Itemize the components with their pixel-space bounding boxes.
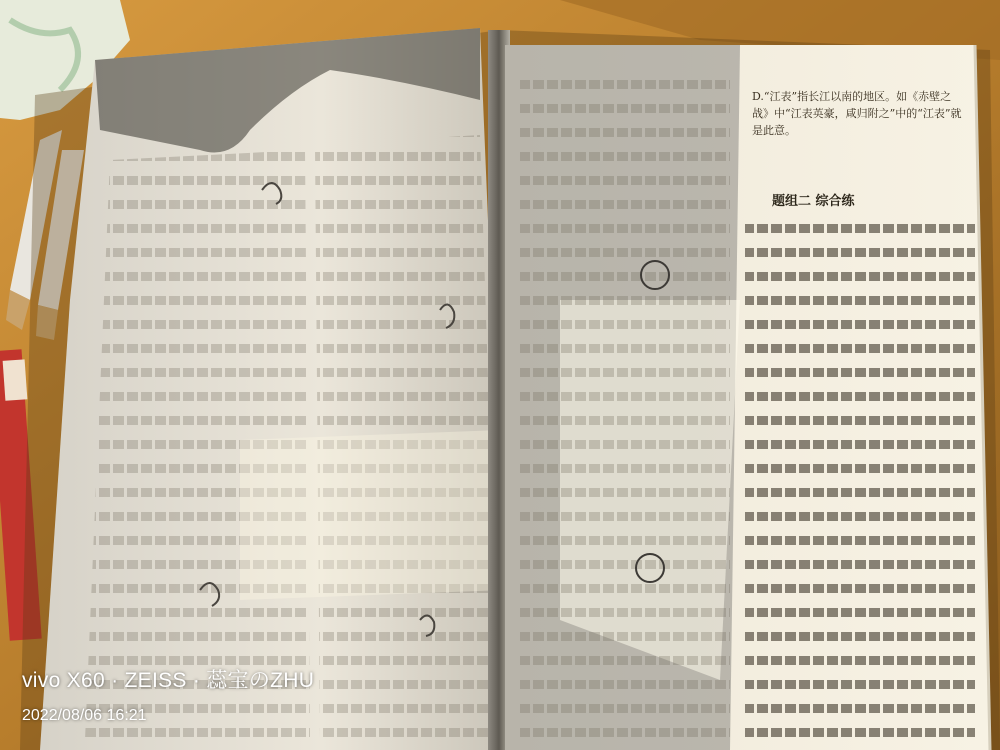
sunlit-strip-left xyxy=(240,430,505,600)
camera-watermark-device: vivo X60 · ZEISS · 蕊宝のZHU xyxy=(22,669,315,692)
right-page-question-d: D.“江表”指长江以南的地区。如《赤壁之战》中“江表英豪，咸归附之”中的“江表”就是此意。 xyxy=(752,90,962,137)
right-page-heading: 题组二 综合练 xyxy=(772,194,855,209)
right-page-text-col2 xyxy=(745,210,975,740)
right-page-text-col1 xyxy=(520,70,730,740)
camera-watermark-timestamp: 2022/08/06 16:21 xyxy=(22,707,147,724)
